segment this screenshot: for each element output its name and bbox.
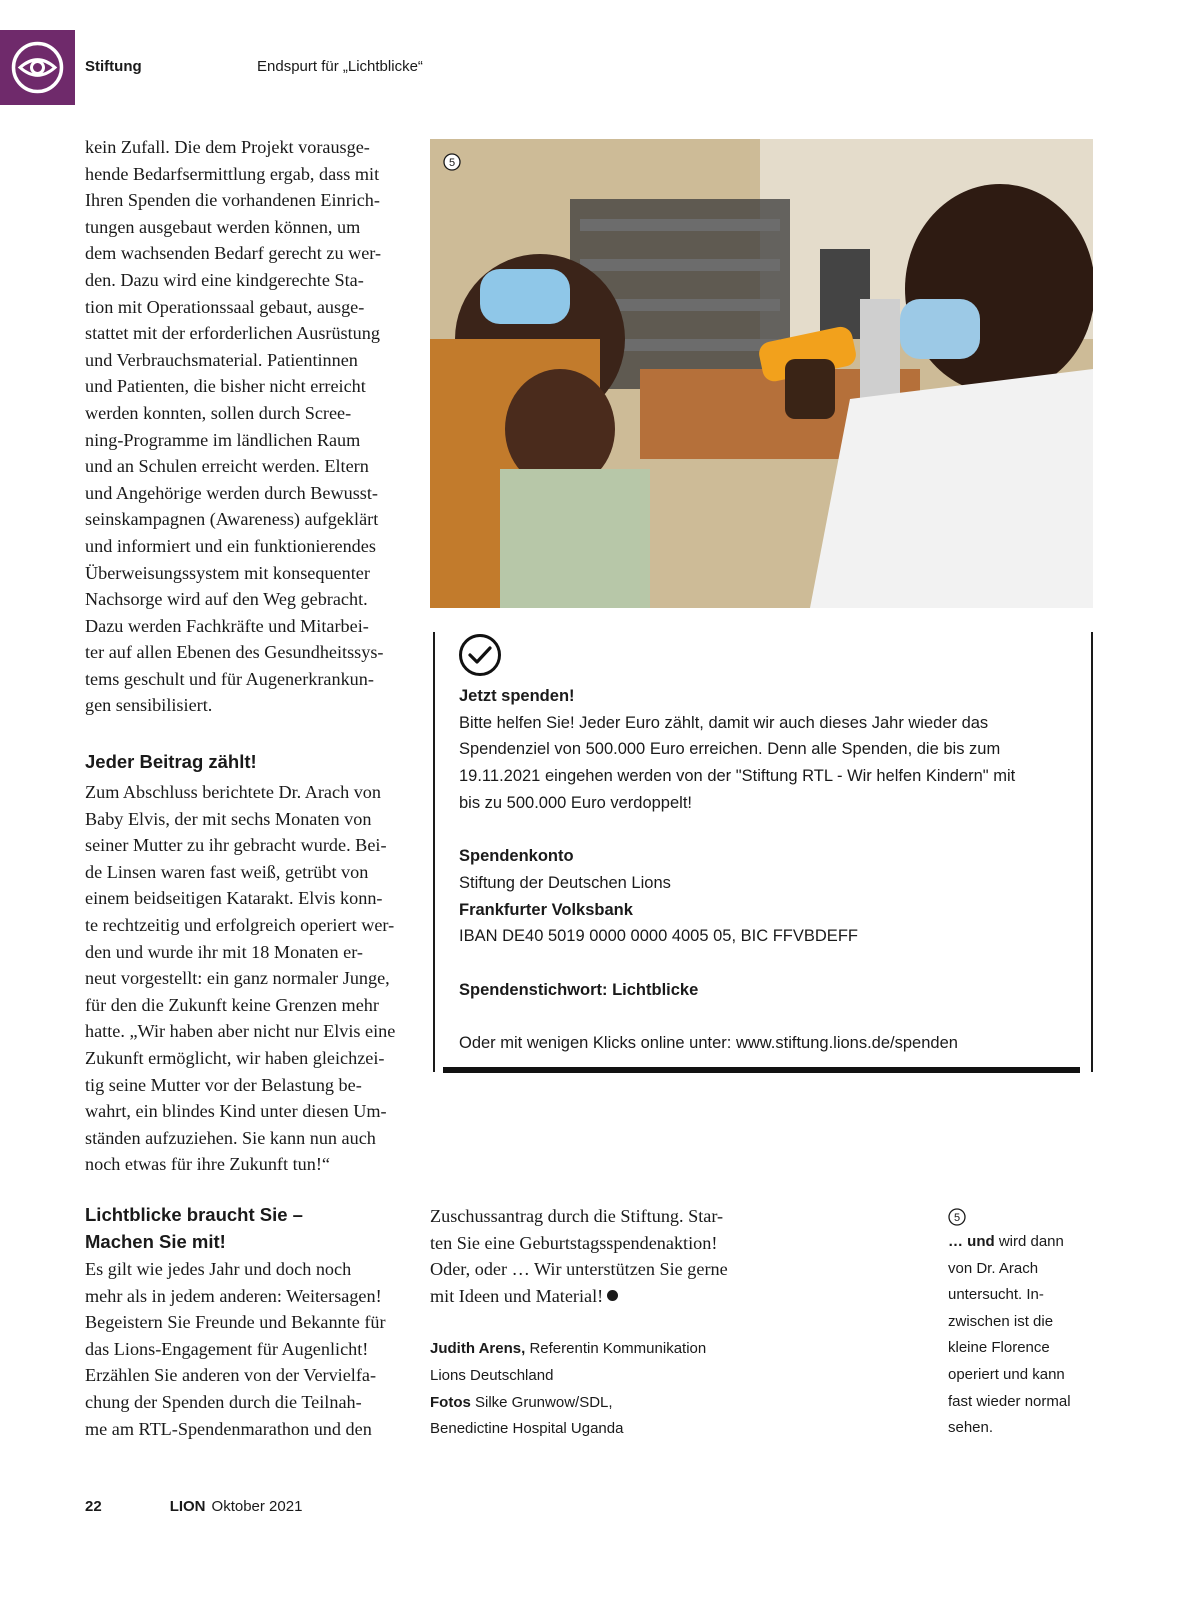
text-line: Oder, oder … Wir unterstützen Sie gerne [430, 1259, 728, 1280]
issue-date: Oktober 2021 [211, 1498, 303, 1515]
column1-intro [85, 134, 402, 719]
text-line: stattet mit der erforderlichen Ausrüstung [85, 323, 380, 344]
text-line: hatte. „Wir haben aber nicht nur Elvis eine [85, 1021, 396, 1042]
text-line: und informiert und ein funktionierendes [85, 535, 376, 556]
author-line [430, 1336, 760, 1363]
donation-text-line: Spendenziel von 500.000 Euro erreichen. Denn alle Spenden, die bis zum [459, 740, 1001, 759]
text-line: Es gilt wie jedes Jahr und doch noch [85, 1259, 352, 1279]
eye-icon [11, 41, 64, 94]
text-line: tems geschult und für Augenerkrankun- [85, 668, 374, 689]
photos-line [430, 1390, 760, 1417]
author-name: Judith Arens, [430, 1340, 526, 1357]
page-number: 22 [85, 1498, 102, 1515]
text-line: einem beidseitigen Katarakt. Elvis konn- [85, 888, 383, 909]
column2-text [430, 1203, 747, 1309]
column1-section1 [85, 779, 402, 1178]
text-line: ständen aufzuziehen. Sie kann nun auch [85, 1127, 376, 1148]
text-line: den. Dazu wird eine kindgerechte Sta- [85, 269, 364, 290]
caption-line: untersucht. In- [948, 1286, 1044, 1304]
text-line: den und wurde ihr mit 18 Monaten er- [85, 941, 363, 962]
text-line: Nachsorge wird auf den Weg gebracht. [85, 589, 368, 610]
text-line: mehr als in jedem anderen: Weitersagen! [85, 1285, 382, 1306]
caption-line: zwischen ist die [948, 1312, 1054, 1330]
checkmark-circle-icon [458, 633, 502, 677]
text-line: das Lions-Engagement für Augenlicht! [85, 1338, 369, 1359]
article-credits [430, 1336, 760, 1443]
text-line: noch etwas für ihre Zukunft tun!“ [85, 1154, 330, 1175]
subheading-jeder-beitrag: Jeder Beitrag zählt! [85, 751, 257, 772]
caption-line: operiert und kann [948, 1365, 1065, 1383]
caption-line: kleine Florence [948, 1339, 1050, 1357]
photo-caption [948, 1229, 1098, 1442]
photo-illustration [430, 139, 1093, 608]
text-line: gen sensibilisiert. [85, 695, 213, 716]
donation-text-line: bis zu 500.000 Euro verdoppelt! [459, 793, 692, 812]
text-line: für den die Zukunft keine Grenzen mehr [85, 994, 379, 1015]
text-line: de Linsen waren fast weiß, getrübt von [85, 861, 369, 882]
text-line: tig seine Mutter vor der Belastung be- [85, 1074, 362, 1095]
text-line: Überweisungssystem mit konsequenter [85, 562, 370, 583]
text-line: seiner Mutter zu ihr gebracht wurde. Bei- [85, 835, 387, 856]
spacer [459, 1003, 1079, 1030]
text-line: tion mit Operationssaal gebaut, ausge- [85, 296, 365, 317]
section-label: Stiftung [85, 58, 142, 75]
text-line: ning-Programme im ländlichen Raum [85, 429, 361, 450]
text-line: ter auf allen Ebenen des Gesundheitssys- [85, 642, 384, 663]
text-line: Zuschussantrag durch die Stiftung. Star- [430, 1206, 724, 1226]
column1-section2 [85, 1256, 402, 1442]
account-holder: Stiftung der Deutschen Lions [459, 873, 671, 892]
caption-bold: … und [948, 1233, 995, 1250]
caption-line [948, 1229, 1098, 1256]
donation-text-line: 19.11.2021 eingehen werden von der "Stiftung RTL - Wir helfen Kindern" mit [459, 767, 1016, 786]
donation-online-link[interactable]: Oder mit wenigen Klicks online unter: www.stiftung.lions.de/spenden [459, 1034, 958, 1053]
photos-label: Fotos [430, 1393, 471, 1411]
text-line: tungen ausgebaut werden können, um [85, 216, 361, 237]
text-line: und Patienten, die bisher nicht erreicht [85, 376, 366, 397]
photo-number-icon [443, 153, 461, 171]
text-line: und an Schulen erreicht werden. Eltern [85, 456, 369, 477]
text-line: chung der Spenden durch die Teilnah- [85, 1391, 362, 1412]
text-line: ten Sie eine Geburtstagsspendenaktion! [430, 1232, 718, 1253]
text-line: Ihren Spenden die vorhandenen Einrich- [85, 190, 380, 211]
donation-text-line: Bitte helfen Sie! Jeder Euro zählt, damit wir auch dieses Jahr wieder das [459, 713, 989, 732]
subheading-line: Machen Sie mit! [85, 1230, 226, 1252]
text-line: und Angehörige werden durch Bewusst- [85, 482, 378, 503]
author-org: Lions Deutschland [430, 1366, 554, 1384]
text-line: Erzählen Sie anderen von der Vervielfa- [85, 1365, 377, 1386]
caption-line: fast wieder normal [948, 1392, 1071, 1410]
bank-name: Frankfurter Volksbank [459, 900, 633, 919]
text-line [430, 1283, 747, 1310]
box-border-right [1091, 632, 1093, 1072]
text-line: werden konnten, sollen durch Scree- [85, 402, 352, 423]
text-line: dem wachsenden Bedarf gerecht zu wer- [85, 243, 382, 264]
text-line: Baby Elvis, der mit sechs Monaten von [85, 808, 372, 829]
subheading-line: Lichtblicke braucht Sie – [85, 1204, 303, 1225]
account-heading: Spendenkonto [459, 847, 574, 866]
donation-title: Jetzt spenden! [459, 687, 575, 705]
text-line: Begeistern Sie Freunde und Bekannte für [85, 1312, 386, 1333]
spacer [459, 817, 1079, 844]
text-line: me am RTL-Spendenmarathon und den [85, 1418, 372, 1439]
text-line: und Verbrauchsmaterial. Patientinnen [85, 349, 358, 370]
text-line: kein Zufall. Die dem Projekt vorausge- [85, 137, 370, 157]
text-line: te rechtzeitig und erfolgreich operiert wer- [85, 914, 395, 935]
text-line: Zukunft ermöglicht, wir haben gleichzei- [85, 1047, 385, 1068]
author-role: Referentin Kommunikation [525, 1340, 707, 1357]
spacer [459, 950, 1079, 977]
text-line: Zum Abschluss berichtete Dr. Arach von [85, 782, 381, 802]
page-footer [85, 1498, 302, 1515]
text-line: wahrt, ein blindes Kind unter diesen Um- [85, 1101, 387, 1122]
subheading-lichtblicke [85, 1202, 405, 1255]
box-border-left [433, 632, 435, 1072]
box-border-bottom [443, 1067, 1080, 1073]
magazine-name: LION [169, 1498, 206, 1515]
photos-credit: Silke Grunwow/SDL, [470, 1393, 613, 1411]
text-line: Dazu werden Fachkräfte und Mitarbei- [85, 615, 369, 636]
article-end-icon [607, 1290, 618, 1301]
photo-number: 5 [448, 157, 456, 169]
text-line: seinskampagnen (Awareness) aufgeklärt [85, 509, 379, 530]
text-line: hende Bedarfsermittlung ergab, dass mit [85, 163, 380, 184]
caption-text: wird dann [994, 1233, 1064, 1250]
donation-keyword: Spendenstichwort: Lichtblicke [459, 980, 699, 999]
iban: IBAN DE40 5019 0000 0000 4005 05, BIC FFVBDEFF [459, 927, 858, 946]
eye-exam-photo [430, 139, 1093, 608]
text-span: mit Ideen und Material! [430, 1285, 604, 1306]
text-line: neut vorgestellt: ein ganz normaler Junge, [85, 968, 390, 989]
caption-number-icon [948, 1208, 966, 1226]
caption-line: sehen. [948, 1419, 994, 1437]
donation-box [459, 683, 1079, 1057]
section-logo [0, 30, 75, 105]
caption-number: 5 [953, 1212, 961, 1224]
caption-line: von Dr. Arach [948, 1259, 1039, 1277]
photos-credit-2: Benedictine Hospital Uganda [430, 1420, 624, 1438]
article-title: Endspurt für „Lichtblicke“ [257, 58, 423, 75]
